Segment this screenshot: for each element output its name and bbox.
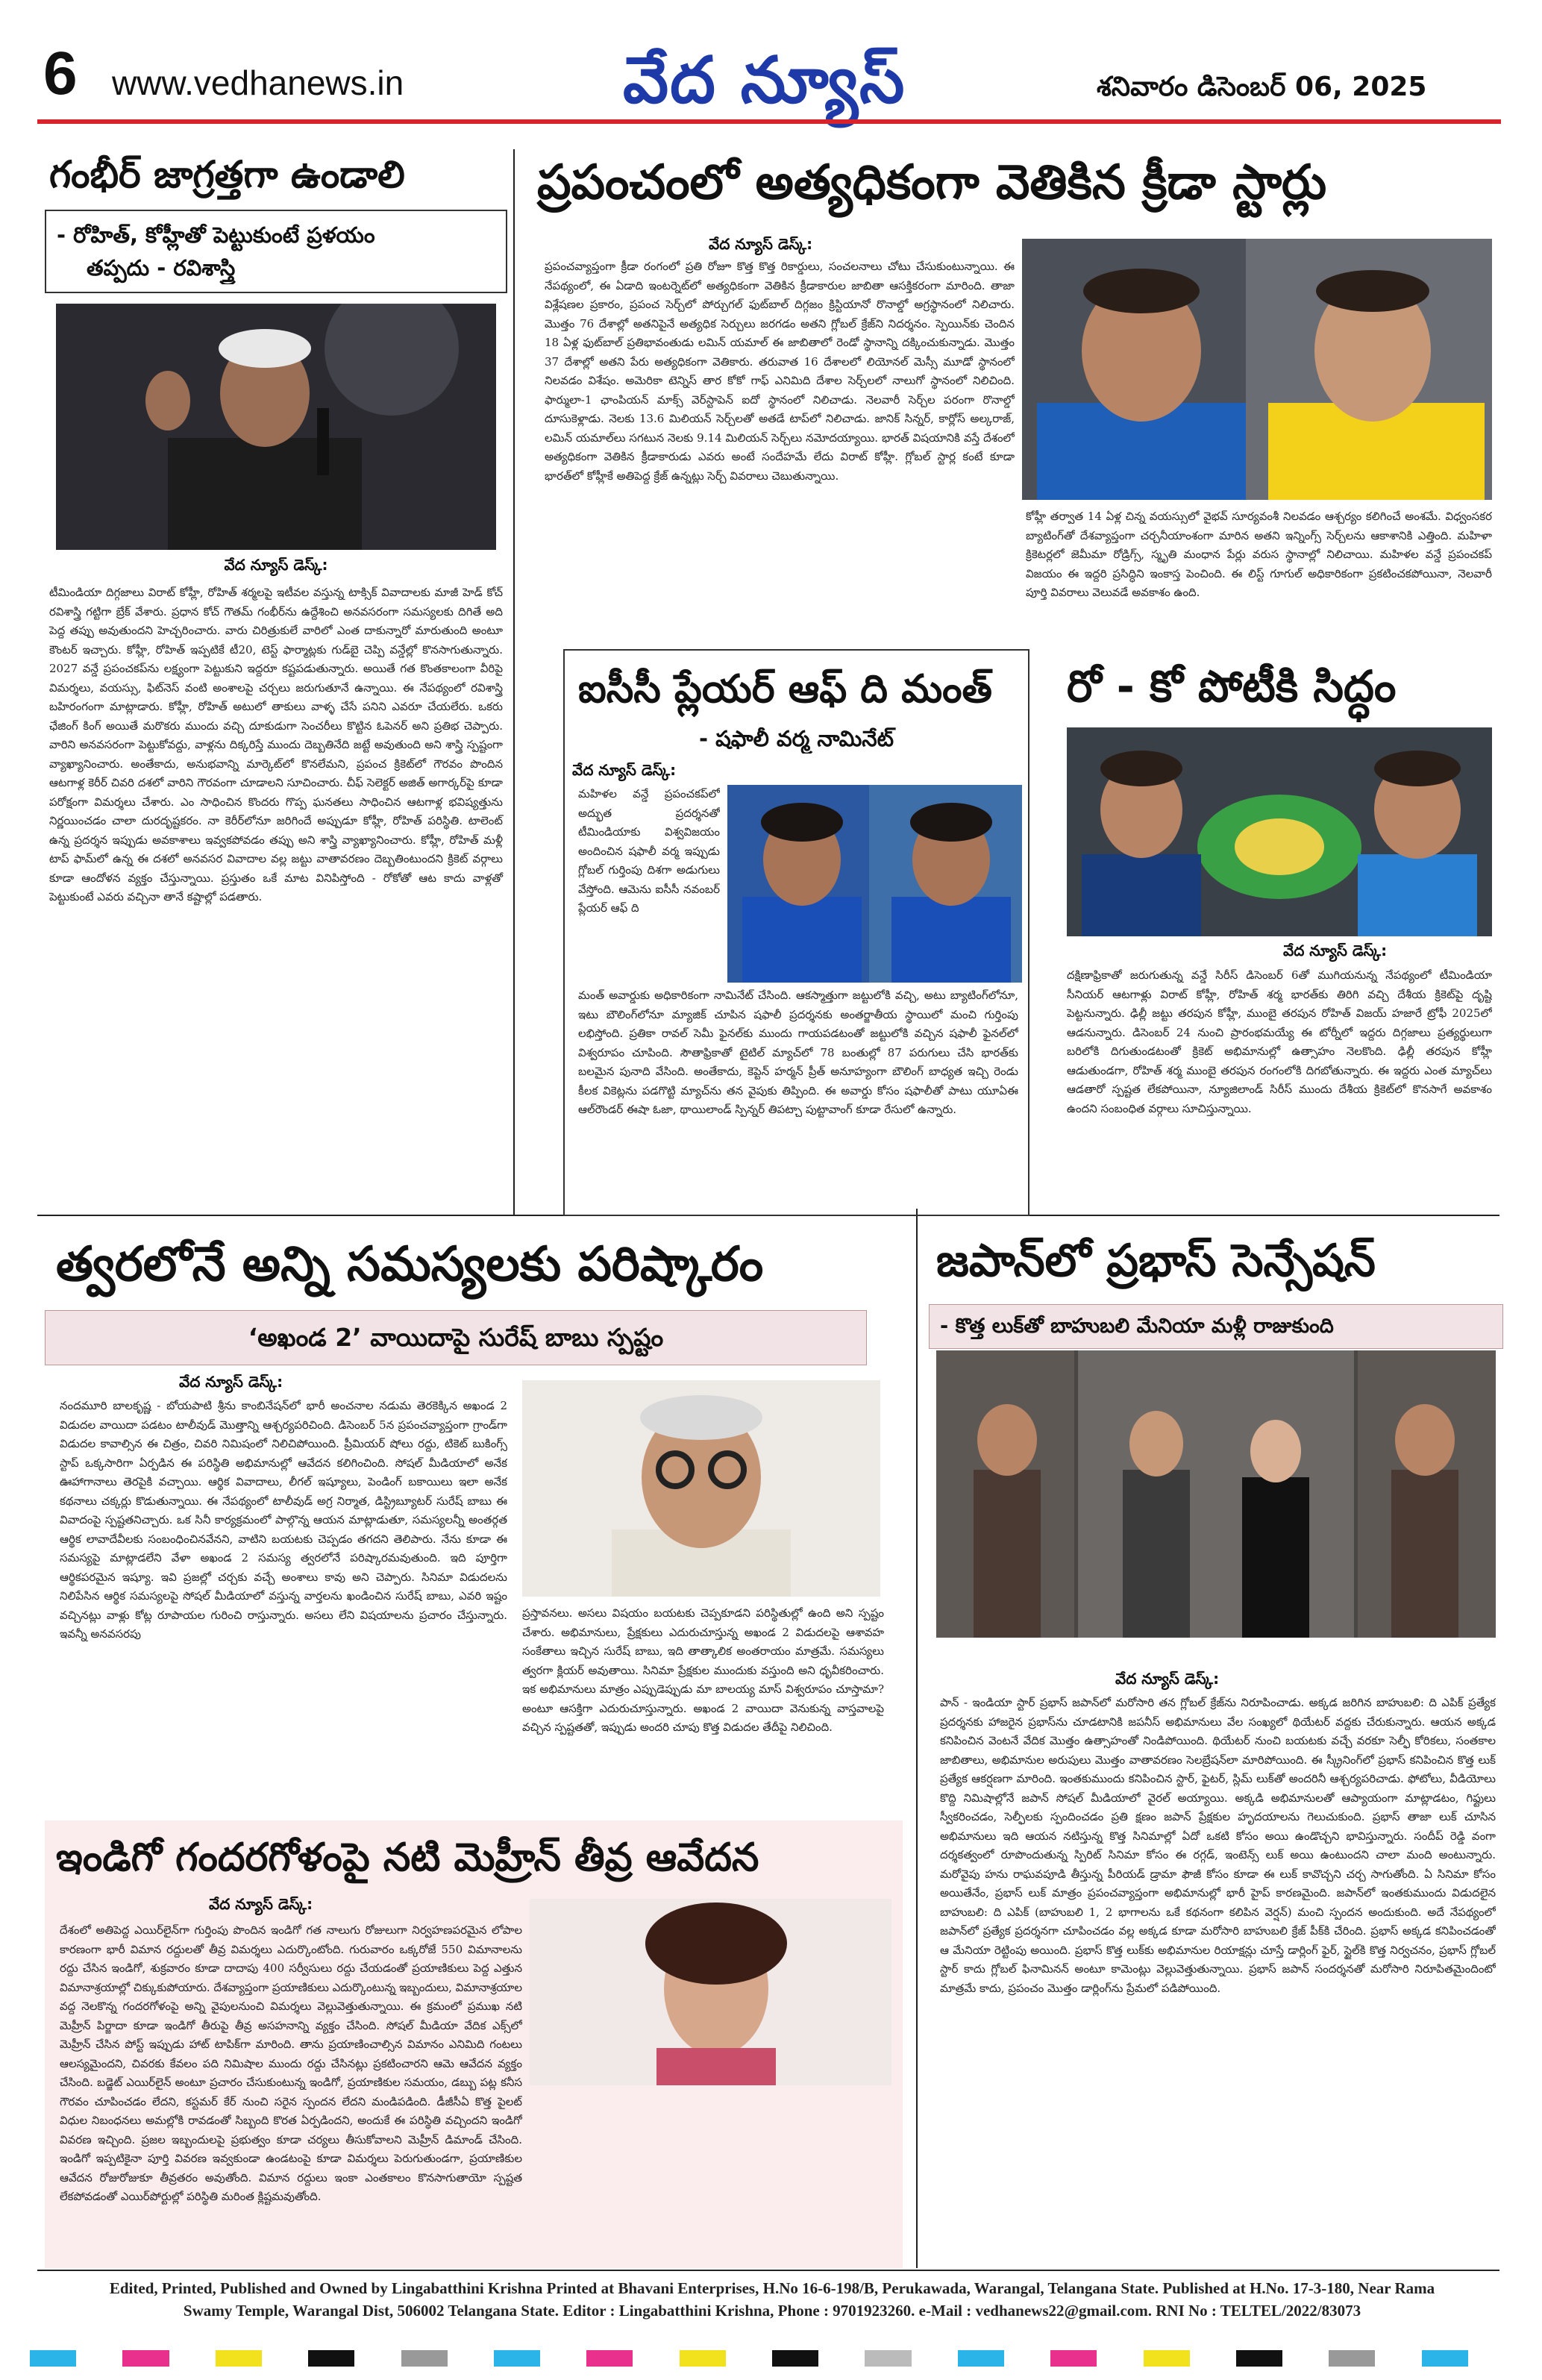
byline: వేద న్యూస్ డెస్క్: <box>1115 1670 1220 1688</box>
headline: ఇండిగో గందరగోళంపై నటి మెహ్రీన్ తీవ్ర ఆవేదన <box>56 1835 759 1880</box>
column-rule <box>513 149 515 1216</box>
article-body: దేశంలో అతిపెద్ద ఎయిర్‌లైన్‌గా గుర్తింపు పొందిన ఇండిగో గత నాలుగు రోజులుగా నిర్వహణపరమైన లోపాల కారణంగా భారీ విమాన రద్దులతో తీవ్ర విమర్శలు ఎదుర్కొంటోంది. గురువారం ఒక్కరోజే 550 విమానాలను రద్దు చేసిన ఇండిగో, శుక్రవారం కూడా దాదాపు 400 సర్వీసులు రద్దు చేయడంతో ప్రయాణికులు పెద్ద ఎత్తున విమానాశ్రయాల్లో చిక్కుకుపోయారు. దేశవ్యాప్తంగా ప్రయాణికులు ఎదుర్కొంటున్న ఇబ్బందులు, విమానాశ్రయాల వద్ద నెలకొన్న గందరగోళంపై అన్ని వైపులనుంచి విమర్శలు వెల్లువెత్తుతున్నాయి. ఈ క్రమంలో ప్రముఖ నటి మెహ్రీన్ పిర్జాదా కూడా ఇండిగో తీరుపై తీవ్ర అసహనాన్ని వ్యక్తం చేసింది. సోషల్ మీడియా వేదిక ఎక్స్‌లో మెహ్రీన్ చేసిన పోస్ట్ ఇప్పుడు హాట్ టాపిక్‌గా మారింది. తాను ప్రయాణించాల్సిన విమానం ఎనిమిది గంటలు ఆలస్యమైందని, చివరకు కేవలం పది నిమిషాల ముందు రద్దు చేసినట్లు ప్రకటించారని ఆమె ఆవేదన వ్యక్తం చేసింది. బడ్జెట్ ఎయిర్‌లైన్ అంటూ ప్రచారం చేసుకుంటున్న ఇండిగో, ప్రయాణికుల సమయం, డబ్బు పట్ల కనీస గౌరవం చూపించడం లేదని, కస్టమర్ కేర్ నుంచి సరైన స్పందన లేదని మండిపడింది. డీజీసీఏ కొత్త పైలట్ విధుల నిబంధనలు అమల్లోకి రావడంతో సిబ్బంది కొరత ఏర్పడిందని, అందుకే ఈ పరిస్థితి వచ్చిందని ఇండిగో వివరణ ఇచ్చింది. ప్రజల ఇబ్బందులపై ప్రభుత్వం కూడా చర్యలు తీసుకోవాలని మెహ్రీన్ డిమాండ్ చేసింది. ఇండిగో ఇప్పటికైనా పూర్తి వివరణ ఇవ్వకుండా ఉండటంపై కూడా విమర్శలు పెరుగుతుండగా, ప్రయాణికుల ఆవేదన రోజురోజుకూ తీవ్రతరం అవుతోంది. విమాన రద్దులు ఇంకా ఎంతకాలం కొనసాగుతాయో స్పష్టత లేకపోవడంతో ఎయిర్‌పోర్టుల్లో పరిస్థితి మరింత క్లిష్టమవుతోంది. <box>60 1923 522 2203</box>
byline: వేద న్యూస్ డెస్క్: <box>572 761 677 779</box>
headline: ఐసీసీ ప్లేయర్ ఆఫ్ ది మంత్ <box>578 667 992 712</box>
headline: త్వరలోనే అన్ని సమస్యలకు పరిష్కారం <box>56 1237 764 1292</box>
headline: జపాన్‌లో ప్రభాస్ సెన్సేషన్ <box>936 1235 1376 1287</box>
article-body: పాన్ - ఇండియా స్టార్ ప్రభాస్ జపాన్‌లో మరోసారి తన గ్లోబల్ క్రేజ్‌ను నిరూపించాడు. అక్కడ జరిగిన బాహుబలి: ది ఎపిక్ ప్రత్యేక ప్రదర్శనకు హాజరైన ప్రభాస్‌ను చూడటానికి జపనీస్ అభిమానులు వేల సంఖ్యలో థియేటర్ వద్దకు చేరుకున్నారు. ఆయన అక్కడ కనిపించిన వెంటనే వేదిక మొత్తం ఉత్సాహంతో నిండిపోయింది. థియేటర్ నుంచి బయటకు వచ్చే వరకూ సెల్ఫీ కోరికలు, సంతకాల జాబితాలు, అభిమానుల అరుపులు మొత్తం వాతావరణం సెలబ్రేషన్‌లా మారిపోయింది. ఈ స్క్రీనింగ్‌లో ప్రభాస్ కనిపించిన కొత్త లుక్ ప్రత్యేక ఆకర్షణగా మారింది. ఇంతకుముందు కనిపించిన స్టార్, ఫైటర్, స్లిమ్ లుక్‌తో అందరినీ ఆశ్చర్యపరిచాడు. ఫోటోలు, వీడియోలు కొద్ది నిమిషాల్లోనే జపాన్ సోషల్ మీడియాలో వైరల్ అయ్యాయి. అక్కడి అభిమానులతో ఆప్యాయంగా మాట్లాడటం, గిఫ్టులు స్వీకరించడం, సెల్ఫీలకు స్పందించడం ప్రతి క్షణం జపాన్ ప్రేక్షకుల హృదయాలను గెలుచుకుంది. ప్రభాస్ తాజా లుక్ చూసిన అభిమానులు ఇది ఆయన నటిస్తున్న కొత్త సినిమాల్లో ఏదో ఒకటి కోసం అయి ఉండొచ్చని భావిస్తున్నారు. సందీప్ రెడ్డి వంగా దర్శకత్వంలో రూపొందుతున్న స్పిరిట్ సినిమా కోసం ఈ రగ్గడ్, ఇంటెన్స్ లుక్ అయి ఉంటుందని చాలా మంది అంటున్నారు. మరోవైపు హను రాఘవపూడి తీస్తున్న పీరియడ్ డ్రామా ఫౌజీ కోసం కూడా ఈ లుక్ కావొచ్చని చర్చ సాగుతోంది. ఏ సినిమా కోసం అయితేనేం, ప్రభాస్ లుక్ మాత్రం ప్రపంచవ్యాప్తంగా అభిమానుల్లో భారీ హైప్ కారణమైంది. జపాన్‌లో ఇంతకుముందు విడుదలైన బాహుబలి: ది ఎపిక్ (బాహుబలి 1, 2 భాగాలను ఒకే కథనంగా కలిపిన వెర్షన్) మంచి స్పందన అందుకుంది. అదే నేపథ్యంలో జపాన్‌లో ప్రత్యేక ప్రదర్శనగా చూపించడం వల్ల అక్కడ కూడా మరోసారి బాహుబలి క్రేజ్ పీక్‌కి చేరింది. ప్రభాస్ అక్కడ కనిపించడంతో ఆ మేనియా రెట్టింపు అయింది. ప్రభాస్ కొత్త లుక్‌కు అభిమానుల రియాక్షన్లు చూస్తే డార్లింగ్ ఫైర్, స్టైల్‌కి కొత్త నిర్వచనం, ప్రభాస్ గ్లోబల్ స్టార్ కాదు గ్లోబల్ ఫినామినన్ అంటూ కామెంట్లు వెల్లువెత్తుతున్నాయి. ప్రభాస్ జపాన్ సందర్శనతో మరోసారి నిరూపితమైందింటో మాత్రమే కాదు, ప్రపంచం మొత్తం డార్లింగ్‌ను ప్రేమలో పడిపోయింది. <box>940 1696 1496 1995</box>
footer-rule <box>37 2270 1499 2271</box>
imprint-line: Edited, Printed, Published and Owned by Lingabatthini Krishna Printed at Bhavani Enterprises, H.No 16-6-198/B, Perukawada, Warangal, Telangana State. Published at H.No. 17-3-180, Near Rama <box>109 2279 1435 2297</box>
headline: గంభీర్ జాగ్రత్తగా ఉండాలి <box>49 153 405 196</box>
article-body-continued: ప్రస్తావనలు. అసలు విషయం బయటకు చెప్పకూడని పరిస్థితుల్లో ఉంది అని స్పష్టం చేశారు. అభిమానులు, ప్రేక్షకులు ఎదురుచూస్తున్న అఖండ 2 విడుదలపై ఆశావహ సంకేతాలు ఇచ్చిన సురేష్ బాబు, ఇది తాత్కాలిక అంతరాయం మాత్రమే. సమస్యలు త్వరగా క్లియర్ అవుతాయి. సినిమా ప్రేక్షకుల ముందుకు వస్తుంది అని ధృవీకరించారు. ఇక అభిమానులు మాత్రం ఎప్పుడెప్పుడు మా బాలయ్య మాస్ విశ్వరూపం చూస్తామా? అంటూ ఆసక్తిగా ఎదురుచూస్తున్నారు. అఖండ 2 వాయిదా వెనుకున్న వాస్తవాలపై వచ్చిన స్పష్టతతో, ఇప్పుడు అందరి చూపు కొత్త విడుదల తేదీపై నిలిచింది. <box>522 1606 884 1734</box>
website-url[interactable]: www.vedhanews.in <box>112 63 404 102</box>
article-body: దక్షిణాఫ్రికాతో జరుగుతున్న వన్డే సిరీస్ డిసెంబర్ 6తో ముగియనున్న నేపథ్యంలో టీమిండియా సీనియర్ ఆటగాళ్లు విరాట్ కోహ్లీ, రోహిత్ శర్మ భారత్‌కు తిరిగి వచ్చి దేశీయ క్రికెట్‌పై దృష్టి పెట్టనున్నారు. ఢిల్లీ జట్టు తరపున కోహ్లీ, ముంబై తరపున రోహిత్ విజయ్ హజారే ట్రోఫీ 2025లో ఆడనున్నారు. డిసెంబర్ 24 నుంచి ప్రారంభమయ్యే ఈ టోర్నీలో ఇద్దరు దిగ్గజాలు ప్రత్యర్థులుగా బరిలోకి దిగుతుండటంతో క్రికెట్ అభిమానుల్లో ఉత్సాహం నెలకొంది. ఢిల్లీ తరపున కోహ్లీ ఆడుతుండగా, రోహిత్ శర్మ ముంబై తరపున రంగంలోకి దిగబోతున్నారు. ఈ ఇద్దరు ఎంత మ్యాచ్‌లు ఆడతారో స్పష్టత లేకపోయినా, న్యూజిలాండ్ సిరీస్ ముందు దేశీయ క్రికెట్‌లో కొనసాగే అవకాశం ఉందని సంబంధిత వర్గాలు సూచిస్తున్నాయి. <box>1067 968 1492 1115</box>
column-rule <box>916 1209 918 2268</box>
headline: రో - కో పోటీకి సిద్ధం <box>1067 661 1397 712</box>
kicker: - షఫాలీ వర్మ నామినేట్ <box>698 726 894 751</box>
story-prabhas-japan <box>929 1224 1503 2268</box>
story-gambhir <box>45 145 507 1205</box>
article-body-continued: కోహ్లీ తర్వాత 14 ఏళ్ల చిన్న వయస్సులో వైభవ్ సూర్యవంశీ నిలవడం ఆశ్చర్యం కలిగించే అంశమే. విధ్వంసకర బ్యాటింగ్‌తో దేశవ్యాప్తంగా చర్చనీయాంశంగా మారిన అతని ఇన్నింగ్స్ సెర్చ్‌లను ఆకాశానికి ఎత్తింది. మహిళా క్రికెటర్లలో జెమీమా రోడ్రిగ్స్, స్మృతి మంధాన పేర్లు వరుస స్థానాల్లో నిలిచాయి. మహిళల వన్డే ప్రపంచకప్ విజయం ఈ ఇద్దరి ప్రసిద్ధిని ఇంకాస్త పెంచింది. ఈ లిస్ట్ గూగుల్ అధికారికంగా ప్రకటించకపోయినా, నెలవారీ పూర్తి వివరాలు వెలువడే అవకాశం ఉంది. <box>1026 510 1492 599</box>
header-rule <box>37 119 1501 124</box>
photo-suresh-babu <box>522 1380 880 1597</box>
print-color-registration-bar <box>30 2350 1514 2367</box>
kicker-box <box>45 210 507 293</box>
photo-mehreen <box>530 1899 891 2085</box>
imprint-line: Swamy Temple, Warangal Dist, 506002 Telangana State. Editor : Lingabatthini Krishna, Phone : 9701923260. e-Mail : vedhanews22@gmail.com. RNI No : TELTEL/2022/83073 <box>183 2302 1361 2320</box>
story-roko <box>1059 649 1499 1216</box>
article-body: మహిళల వన్డే ప్రపంచకప్‌లో అద్భుత ప్రదర్శనతో టీమిండియాకు విశ్వవిజయం అందించిన షఫాలీ వర్మ ఇప్పుడు గ్లోబల్ గుర్తింపు దిశగా అడుగులు వేస్తోంది. ఆమెను ఐసీసీ నవంబర్ ప్లేయర్ ఆఫ్ ది <box>578 787 720 915</box>
kicker-line: తప్పదు - రవిశాస్త్రి <box>87 255 236 281</box>
article-body: నందమూరి బాలకృష్ణ - బోయపాటి శ్రీను కాంబినేషన్‌లో భారీ అంచనాల నడుమ తెరకెక్కిన అఖండ 2 విడుదల వాయిదా పడటం టాలీవుడ్ మొత్తాన్ని ఆశ్చర్యపరిచింది. డిసెంబర్ 5న ప్రపంచవ్యాప్తంగా గ్రాండ్‌గా విడుదల కావాల్సిన ఈ చిత్రం, చివరి నిమిషంలో నిలిచిపోయింది. ప్రీమియర్ షోలు రద్దు, టికెట్ బుకింగ్స్ స్టాప్ ఒక్కసారిగా ఏర్పడిన ఈ పరిస్థితి అభిమానుల్లో ఆవేదన కలిగించింది. సోషల్ మీడియాలో అనేక ఊహాగానాలు తెరపైకి వచ్చాయి. ఆర్థిక వివాదాలు, లీగల్ ఇష్యూలు, పెండింగ్ బకాయిలు ఇలా అనేక కథనాలు చక్కర్లు కొడుతున్నాయి. ఈ నేపథ్యంలో టాలీవుడ్ అగ్ర నిర్మాత, డిస్ట్రిబ్యూటర్ సురేష్ బాబు ఈ వివాదంపై స్పష్టతనిచ్చారు. ఒక సినీ కార్యక్రమంలో పాల్గొన్న ఆయన మాట్లాడుతూ, సమస్యలన్నీ అంతర్గత ఆర్థిక లావాదేవీలకు సంబంధించినవేనని, వాటిని బయటకు చెప్పడం తగదని తెలిపారు. నేను కూడా ఈ సమస్యపై మాట్లాడలేని వేళా అఖండ 2 సమస్య త్వరలోనే పరిష్కారమవుతుంది. ఇది పూర్తిగా ఆర్థికపరమైన ఇష్యూ. ఇవి ప్రజల్లో చర్చకు వచ్చే అంశాలు కావు అని చెప్పారు. సినిమా విడుదలను నిలిపేసిన ఆర్థిక సమస్యలపై సోషల్ మీడియాలో వస్తున్న వార్తలను ఖండించిన సురేష్ బాబు, ఎవరి ఇష్టం వచ్చినట్లు వాళ్లు కోట్ల రూపాయల గురించి రాస్తున్నారు. అసలు లేని విషయాలను ప్రచారం చేస్తున్నారు. ఇవన్నీ అనవసరపు <box>60 1399 507 1641</box>
photo-kohli-ronaldo <box>1022 239 1492 500</box>
kicker-box: - కొత్త లుక్‌తో బాహుబలి మేనియా మళ్లీ రాజుకుంది <box>929 1304 1503 1349</box>
story-akhanda-2 <box>45 1224 903 1806</box>
byline: వేద న్యూస్ డెస్క్: <box>209 1895 313 1913</box>
photo-kohli-rohit <box>1067 727 1492 936</box>
kicker-box: ‘అఖండ 2’ వాయిదాపై సురేష్ బాబు స్పష్టం <box>45 1310 867 1365</box>
byline: వేద న్యూస్ డెస్క్: <box>709 235 813 253</box>
byline: వేద న్యూస్ డెస్క్: <box>1283 942 1388 959</box>
headline: ప్రపంచంలో అత్యధికంగా వెతికిన క్రీడా స్టార్లు <box>537 155 1327 210</box>
photo-shafali-verma <box>727 785 1022 983</box>
masthead-logo: వేద న్యూస్ <box>623 43 906 118</box>
page-number: 6 <box>43 40 78 107</box>
story-indigo-mehreen <box>45 1820 903 2268</box>
imprint-footer <box>45 2277 1499 2322</box>
article-body: టీమిండియా దిగ్గజాలు విరాట్ కోహ్లీ, రోహిత్ శర్మలపై ఇటీవల వస్తున్న టాక్సిక్ వివాదాలకు మాజీ హెడ్ కోచ్ రవిశాస్త్రి గట్టిగా బ్రేక్ వేశారు. ప్రధాన కోచ్ గౌతమ్ గంభీర్‌ను ఉద్దేశించి అనవసరంగా సమస్యలకు దిగితే అది పెద్ద తప్పు అవుతుందని హెచ్చరించారు. వారు చిరిత్రుకులే వారిలో ఎంత దాకున్నారో మారుతుంది అంటూ కౌంటర్ ఇచ్చారు. కోహ్లీ, రోహిత్ ఇప్పటికే టీ20, టెస్ట్ ఫార్మాట్లకు గుడ్‌బై చెప్పి వన్డేల్లో కొనసాగుతున్నారు. 2027 వన్డే ప్రపంచకప్‌ను లక్ష్యంగా పెట్టుకుని ఇద్దరూ కష్టపడుతున్నారు. అయితే గత కొంతకాలంగా వీరిపై విమర్శలు, వయస్సు, ఫిట్‌నెస్ వంటి అంశాలపై చర్చలు జరుగుతూనే ఉన్నాయి. ఈ నేపథ్యంలో రవిశాస్త్రి బహిరంగంగా మాట్లాడారు. కోహ్లీ, రోహిత్ అటులో తాకులు వాళ్ళ చేసే పనిని ఎవరూ చేయలేరు. ఒకరు ఛేజింగ్ కింగ్ అయితే మరొకరు ముందు వచ్చి దూకుడుగా సెంచరీలు కొట్టిన ఓపెనర్ అని ప్రతిభ చెప్పారు. వారిని అనవసరంగా పెట్టుకోవద్దు, వాళ్లను దిక్కరిస్తే ముందు దెబ్బతినేది జట్టే అవుతుంది అని శాస్త్రి స్పష్టంగా వ్యాఖ్యానించారు. అంతేకాదు, అనుభవాన్ని మార్కెట్‌లో కొనలేమని, ప్రపంచ క్రికెట్‌లో గౌరవం పొందిన ఆటగాళ్ల కెరీర్ చివరి దశలో వారిని గౌరవంగా చూడాలని సూచించారు. చీఫ్ సెలెక్టర్ అజిత్ అగార్కర్‌పై కూడా పరోక్షంగా విమర్శలు చేశారు. ఎం సాధించిన కొందరు గొప్ప ఘనతలు సాధించిన ఆటగాళ్ల భవిష్యత్తును నిర్ణయించడం చాలా దురదృష్టకరం. నా కెరీర్‌లోనూ జరిగిందే అప్పుడూ కోహ్లీ, రోహిత్ పరిస్థితి. టాలెంట్ ఉన్న ప్రదర్శన ఇప్పుడు అవకాశాలు ఇవ్వకపోవడం తప్పు అని శాస్త్రి వ్యాఖ్యానించారు. కోహ్లీ, రోహిత్ మళ్లీ టాప్ ఫామ్‌లో ఉన్న ఈ దశలో అనవసర వివాదాల వల్ల జట్టు వాతావరణం దెబ్బతింటుందని క్రికెట్ వర్గాలు కూడా ఆందోళన వ్యక్తం చేస్తున్నాయి. ప్రస్తుతం ఒకే మాట వినిపిస్తోంది - రోకోతో ఆట కాదు వాళ్లతో పెట్టుకుంటే ఎవరు వచ్చినా తానే కష్టాల్లో పడతారు. <box>49 586 503 904</box>
article-body: ప్రపంచవ్యాప్తంగా క్రీడా రంగంలో ప్రతి రోజూ కొత్త కొత్త రికార్డులు, సంచలనాలు చోటు చేసుకుంటున్నాయి. ఈ నేపథ్యంలో, ఈ ఏడాది ఇంటర్నెట్‌లో అత్యధికంగా వెతికిన క్రీడాకారుల జాబితా ఆసక్తికరంగా మారింది. తాజా విశ్లేషణల ప్రకారం, ప్రపంచ సెర్చ్‌లో పోర్చుగల్ ఫుట్‌బాల్ దిగ్గజం క్రిస్టియానో రొనాల్డో అగ్రస్థానంలో నిలిచారు. మొత్తం 76 దేశాల్లో అతనిపైనే అత్యధిక సెర్చులు జరగడం అతని గ్లోబల్ క్రేజ్‌ని నిదర్శనం. స్పెయిన్‌కు చెందిన 18 ఏళ్ల ఫుట్‌బాల్ ప్రతిభావంతుడు లమిన్ యమాల్ ఈ జాబితాలో రెండో స్థానాన్ని దక్కించుకున్నాడు. మొత్తం 37 దేశాల్లో అతని పేరు అత్యధికంగా వెతికారు. తరువాత 16 దేశాలలో లియోనల్ మెస్సీ మూడో స్థానంలో నిలవడం విశేషం. అమెరికా టెన్నిస్ తార కోకో గాఫ్ ఎనిమిది దేశాల సెర్చ్‌లలో నాలుగో స్థానంలో నిలిచింది. ఫార్ములా-1 ఛాంపియన్ మాక్స్ వెర్‌స్టాపెన్ ఐదో స్థానంలో నిలిచాడు. నెలవారీ సెర్చ్‌ల పరంగా రొనాల్డో దూసుకెళ్లాడు. నెలకు 13.6 మిలియన్ సెర్చ్‌లతో అతడే టాప్‌లో నిలిచాడు. జానిక్ సిన్నర్, కార్లోస్ అల్కరాజ్, లమిన్ యమాల్‌లు సగటున నెలకు 9.14 మిలియన్ సెర్చ్‌లు నమోదయ్యాయి. భారత్ విషయానికి వస్తే దేశంలో అత్యధికంగా వెతికిన క్రీడాకారుడు ఎవరు అంటే సందేహమే లేదు విరాట్ కోహ్లీ. గ్లోబల్ స్టార్ల కంటే కూడా భారత్‌లో కోహ్లీకే అతిపెద్ద క్రేజ్ ఉన్నట్లు సెర్చ్ వివరాలు చెబుతున్నాయి. <box>545 260 1015 483</box>
photo-prabhas-stage <box>936 1350 1496 1638</box>
story-icc-player-of-month <box>563 649 1029 1216</box>
byline: వేద న్యూస్ డెస్క్: <box>224 556 328 574</box>
issue-date: శనివారం డిసెంబర్ 06, 2025 <box>1097 72 1427 102</box>
photo-ravi-shastri <box>56 304 496 550</box>
kicker-line: - రోహిత్, కోహ్లీతో పెట్టుకుంటే ప్రళయం <box>57 222 375 248</box>
story-sports-search <box>522 145 1499 653</box>
byline: వేద న్యూస్ డెస్క్: <box>179 1373 283 1391</box>
article-body-continued: మంత్ అవార్డుకు అధికారికంగా నామినేట్ చేసింది. ఆకస్మాత్తుగా జట్టులోకి వచ్చి, అటు బ్యాటింగ్‌లోనూ, ఇటు బౌలింగ్‌లోనూ మ్యాజిక్ చూపిన షఫాలీ ప్రదర్శనకు అంతర్జాతీయ స్థాయిలో మంచి గుర్తింపు లభిస్తోంది. ప్రతికా రావల్ సెమీ ఫైనల్‌కు ముందు గాయపడటంతో జట్టులోకి వచ్చిన షఫాలీ ఫైనల్‌లో విశ్వరూపం చూపింది. సౌతాఫ్రికాతో టైటిల్ మ్యాచ్‌లో 78 బంతుల్లో 87 పరుగులు చేసి భారత్‌కు బలమైన పునాది వేసింది. అంతేకాదు, కెప్టెన్ హర్మన్ ప్రీత్ అనూహ్యంగా బౌలింగ్ బాధ్యత ఇచ్చి రెండు కీలక వికెట్లను పడగొట్టి మ్యాచ్‌ను తన వైపుకు తిప్పింది. ఈ అవార్డు కోసం షఫాలీతో పాటు యూఏఈ ఆల్‌రౌండర్ ఈషా ఓజా, థాయిలాండ్ స్పిన్నర్ తిపట్చా పుట్టావాంగ్ కూడా రేసులో ఉన్నారు. <box>578 989 1018 1116</box>
